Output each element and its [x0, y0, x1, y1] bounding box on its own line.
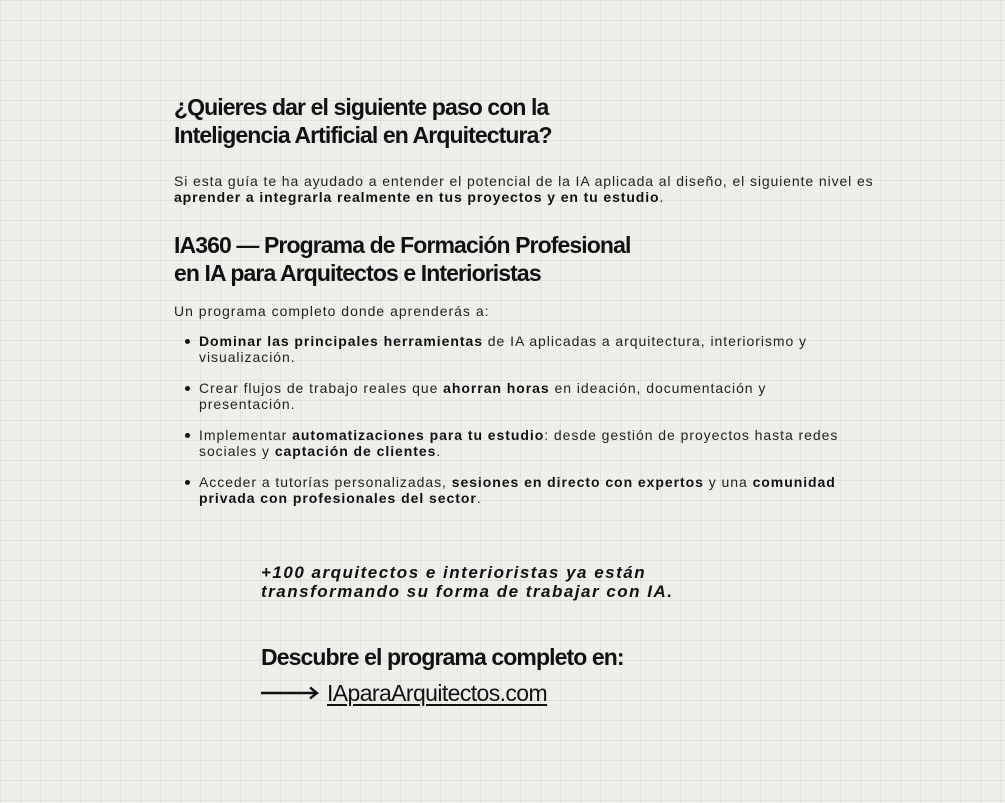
program-title — [174, 231, 874, 287]
page-title-line-1: ¿Quieres dar el siguiente paso con la — [174, 94, 549, 120]
quote-line-1: +100 arquitectos e interioristas ya están — [261, 563, 647, 582]
page-title — [174, 93, 874, 149]
intro-text: Si esta guía te ha ayudado a entender el potencial de la IA aplicada al diseño, el siguiente nivel es — [174, 173, 874, 189]
intro-bold-text: aprender a integrarla realmente en tus proyectos y en tu estudio — [174, 189, 660, 205]
arrow-right-icon — [261, 686, 319, 700]
feature-text: en ideación, documentación y presentación. — [199, 380, 767, 412]
main-content — [174, 93, 874, 521]
page-title-line-2: Inteligencia Artificial en Arquitectura? — [174, 122, 552, 148]
call-to-action — [261, 563, 861, 707]
feature-bold: Dominar las principales herramientas — [199, 333, 483, 349]
website-link[interactable]: IAparaArquitectos.com — [327, 680, 548, 706]
quote-line-2: transformando su forma de trabajar con IA. — [261, 582, 674, 601]
feature-text: de IA aplicadas a arquitectura, interiorismo y visualización. — [199, 333, 807, 365]
list-item — [199, 474, 849, 506]
program-title-line-2: en IA para Arquitectos e Interioristas — [174, 260, 541, 286]
program-lead: Un programa completo donde aprenderás a: — [174, 303, 490, 319]
list-item — [199, 380, 849, 412]
feature-text: Implementar — [199, 427, 293, 443]
feature-bold: ahorran horas — [443, 380, 550, 396]
feature-text: . — [436, 443, 442, 459]
feature-bold: automatizaciones para tu estudio — [292, 427, 545, 443]
program-title-line-1: IA360 — Programa de Formación Profesional — [174, 232, 631, 258]
feature-bold: captación de clientes — [274, 443, 437, 459]
feature-text: : desde gestión de proyectos hasta redes sociales y — [199, 427, 839, 459]
feature-bold: sesiones en directo con expertos — [451, 474, 704, 490]
intro-paragraph — [174, 173, 874, 205]
list-item — [199, 427, 849, 459]
feature-text: y una — [703, 474, 753, 490]
feature-list — [174, 333, 874, 506]
feature-text: . — [476, 490, 482, 506]
link-row — [261, 679, 861, 707]
intro-end: . — [659, 189, 665, 205]
feature-text: Acceder a tutorías personalizadas, — [199, 474, 452, 490]
testimonial-quote — [261, 563, 861, 601]
feature-text: Crear flujos de trabajo reales que — [199, 380, 444, 396]
list-item — [199, 333, 849, 365]
feature-bold: comunidad privada con profesionales del sector — [199, 474, 836, 506]
cta-title: Descubre el programa completo en: — [261, 644, 624, 670]
